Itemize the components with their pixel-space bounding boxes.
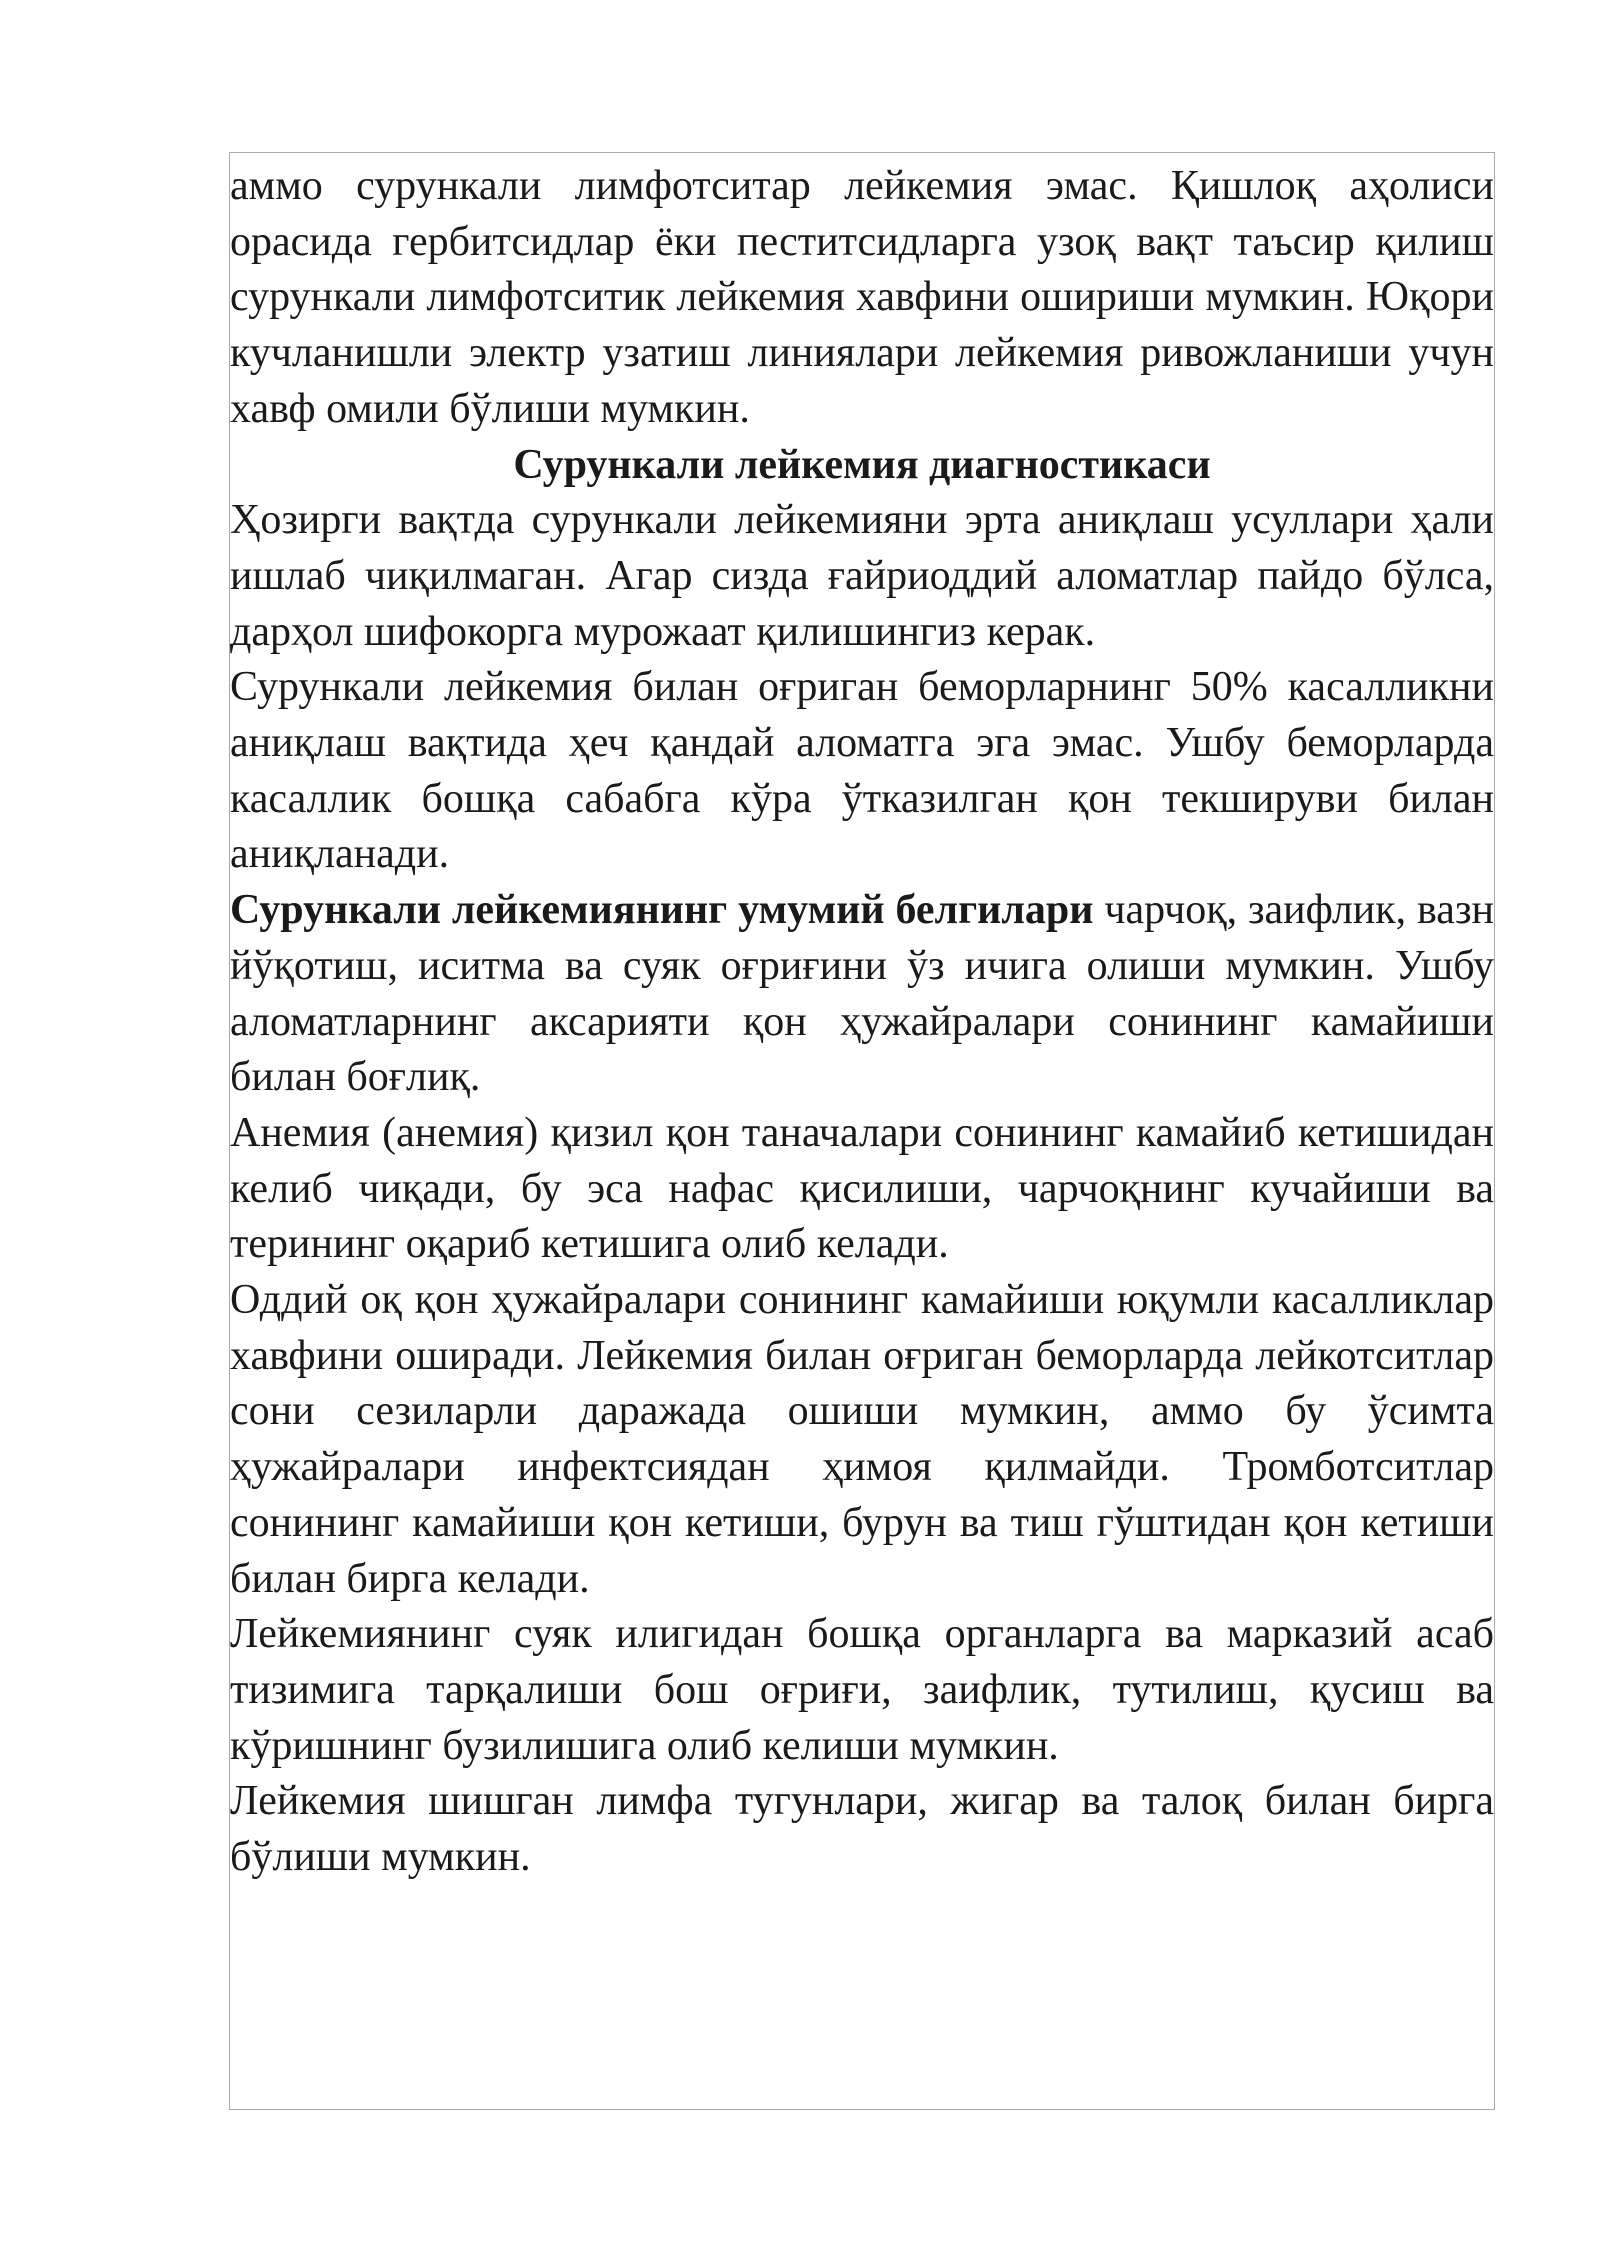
paragraph-asymptomatic: Сурункали лейкемия билан оғриган беморларнинг 50% касалликни аниқлаш вақтида ҳеч қандай аломатга эга эмас. Ушбу беморларда касаллик бошқа сабабга кўра ўтказилган қон текшируви билан аниқланади. xyxy=(230,664,1494,878)
section-heading-diagnostics: Сурункали лейкемия диагностикаси xyxy=(513,441,1211,488)
paragraph-spread: Лейкемиянинг суяк илигидан бошқа органларга ва марказий асаб тизимига тарқалиши бош оғриғи, заифлик, тутилиш, қусиш ва кўришнинг бузилишига олиб келиши мумкин. xyxy=(230,1611,1494,1769)
document-body xyxy=(230,159,1494,1886)
paragraph-lymph-nodes: Лейкемия шишган лимфа тугунлари, жигар ва талоқ билан бирга бўлиши мумкин. xyxy=(230,1778,1494,1881)
paragraph-white-cells: Оддий оқ қон ҳужайралари сонининг камайиши юқумли касалликлар хавфини оширади. Лейкемия билан оғриган беморларда лейкотситлар сони сезиларли даражада ошиши мумкин, аммо бу ўсимта ҳужайралари инфектсиядан ҳимоя қилмайди. Тромботситлар сонининг камайиши қон кетиши, бурун ва тиш гўштидан қон кетиши билан бирга келади. xyxy=(230,1277,1494,1602)
bold-term-common-symptoms: Сурункали лейкемиянинг умумий белгилари xyxy=(230,887,1094,934)
paragraph-common-symptoms xyxy=(230,883,1494,1106)
paragraph-risk-factors: аммо сурункали лимфотситар лейкемия эмас. Қишлоқ аҳолиси орасида гербитсидлар ёки пеститсидларга узоқ вақт таъсир қилиш сурункали лимфотситик лейкемия хавфини ошириши мумкин. Юқори кучланишли электр узатиш линиялари лейкемия ривожланиши учун хавф омили бўлиши мумкин. xyxy=(230,163,1494,432)
paragraph-anemia: Анемия (анемия) қизил қон таначалари сонининг камайиб кетишидан келиб чиқади, бу эса нафас қисилиши, чарчоқнинг кучайиши ва терининг оқариб кетишига олиб келади. xyxy=(230,1109,1494,1268)
paragraph-early-detection: Ҳозирги вақтда сурункали лейкемияни эрта аниқлаш усуллари ҳали ишлаб чиқилмаган. Агар сизда ғайриоддий аломатлар пайдо бўлса, дарҳол шифокорга мурожаат қилишингиз керак. xyxy=(230,497,1494,655)
common-symptoms-text: чарчоқ, заифлик, вазн йўқотиш, иситма ва суяк оғриғини ўз ичига олиши мумкин. Ушбу аломатларнинг аксарияти қон ҳужайралари сонининг камайиши билан боғлиқ. xyxy=(230,887,1495,1101)
